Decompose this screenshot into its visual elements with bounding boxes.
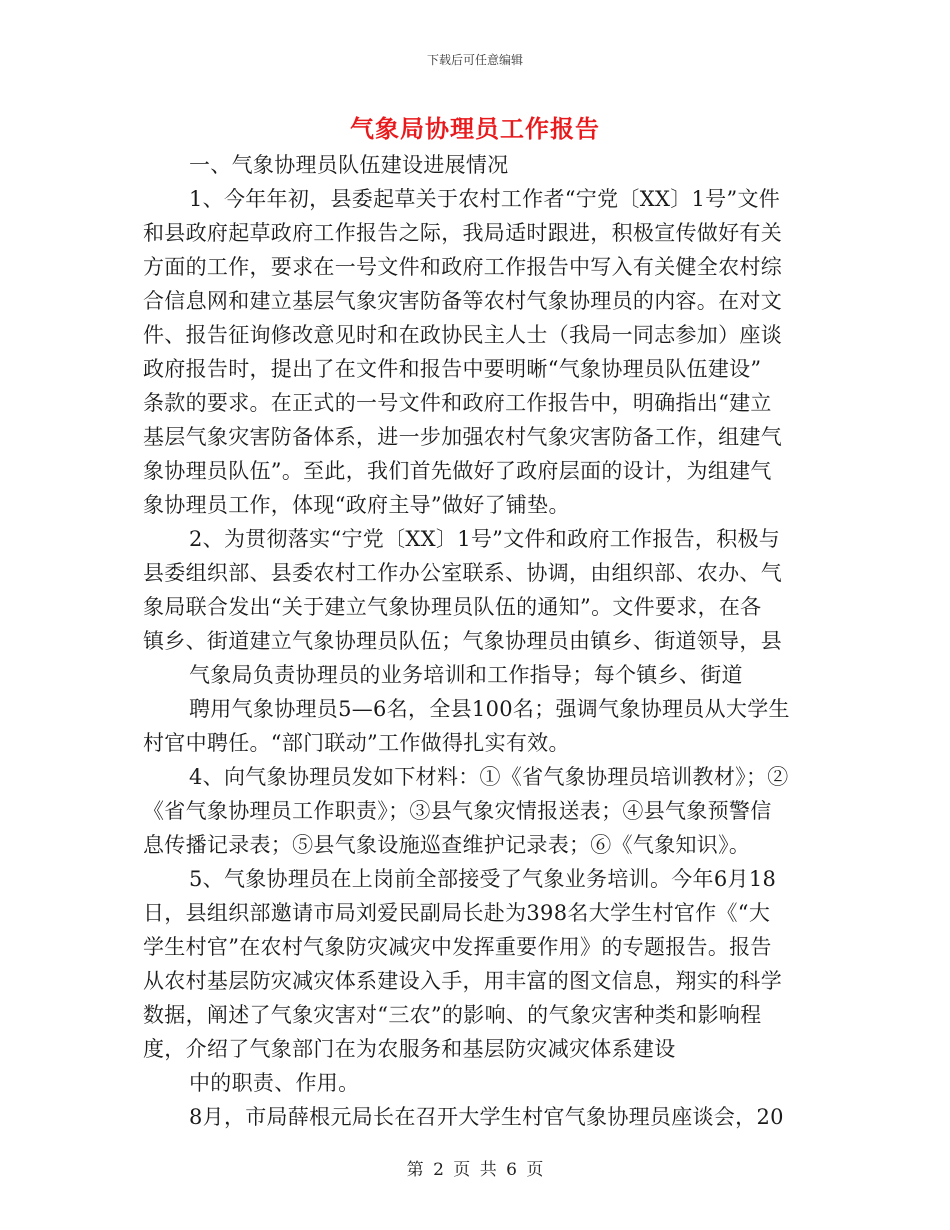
paragraph-line: 件、报告征询修改意见时和在政协民主人士（我局一同志参加）座谈	[143, 323, 782, 347]
paragraph-line: 气象局负责协理员的业务培训和工作指导；每个镇乡、街道	[189, 663, 743, 687]
paragraph-line: 2、为贯彻落实“宁党〔XX〕1号”文件和政府工作报告，积极与	[189, 527, 781, 551]
paragraph-line: 从农村基层防灾减灾体系建设入手，用丰富的图文信息，翔实的科学	[143, 969, 782, 993]
paragraph-line: 4、向气象协理员发如下材料：①《省气象协理员培训教材》；②	[189, 765, 789, 789]
paragraph-line: 镇乡、街道建立气象协理员队伍；气象协理员由镇乡、街道领导，县	[143, 629, 782, 653]
paragraph-line: 聘用气象协理员5—6名，全县100名；强调气象协理员从大学生	[189, 697, 790, 721]
paragraph-line: 象协理员队伍”。至此，我们首先做好了政府层面的设计，为组建气	[143, 459, 772, 483]
page-header: 下载后可任意编辑	[426, 53, 523, 67]
document-body	[143, 148, 803, 1134]
paragraph-line: 8月，市局薛根元局长在召开大学生村官气象协理员座谈会，20	[189, 1105, 784, 1129]
paragraph-line: 政府报告时，提出了在文件和报告中要明晰“气象协理员队伍建设”	[143, 357, 762, 381]
paragraph-line: 象协理员工作，体现“政府主导”做好了铺垫。	[143, 493, 570, 517]
section-heading: 一、气象协理员队伍建设进展情况	[189, 153, 509, 177]
paragraph-line: 村官中聘任。“部门联动”工作做得扎实有效。	[143, 731, 570, 755]
paragraph-line: 1、今年年初，县委起草关于农村工作者“宁党〔XX〕1号”文件	[189, 187, 781, 211]
page-footer: 第 2 页 共 6 页	[406, 1160, 544, 1180]
paragraph-line: 象局联合发出“关于建立气象协理员队伍的通知”。文件要求，在各	[143, 595, 762, 619]
document-title: 气象局协理员工作报告	[350, 114, 600, 143]
paragraph-line: 和县政府起草政府工作报告之际，我局适时跟进，积极宣传做好有关	[143, 221, 782, 245]
paragraph-line: 度，介绍了气象部门在为农服务和基层防灾减灾体系建设	[143, 1037, 676, 1061]
paragraph-line: 数据，阐述了气象灾害对“三农”的影响、的气象灾害种类和影响程	[143, 1003, 762, 1027]
paragraph-line: 息传播记录表；⑤县气象设施巡查维护记录表；⑥《气象知识》。	[143, 833, 751, 857]
paragraph-line: 日，县组织部邀请市局刘爱民副局长赴为398名大学生村官作《“大	[143, 901, 771, 925]
paragraph-line: 合信息网和建立基层气象灾害防备等农村气象协理员的内容。在对文	[143, 289, 782, 313]
paragraph-line: 县委组织部、县委农村工作办公室联系、协调，由组织部、农办、气	[143, 561, 782, 585]
paragraph-line: 条款的要求。在正式的一号文件和政府工作报告中，明确指出“建立	[143, 391, 772, 415]
paragraph-line: 5、气象协理员在上岗前全部接受了气象业务培训。今年6月18	[189, 867, 777, 891]
paragraph-line: 基层气象灾害防备体系，进一步加强农村气象灾害防备工作，组建气	[143, 425, 782, 449]
paragraph-line: 《省气象协理员工作职责》；③县气象灾情报送表；④县气象预警信	[143, 799, 772, 823]
paragraph-line: 学生村官”在农村气象防灾减灾中发挥重要作用》的专题报告。报告	[143, 935, 772, 959]
paragraph-line: 中的职责、作用。	[189, 1071, 360, 1095]
paragraph-line: 方面的工作，要求在一号文件和政府工作报告中写入有关健全农村综	[143, 255, 782, 279]
